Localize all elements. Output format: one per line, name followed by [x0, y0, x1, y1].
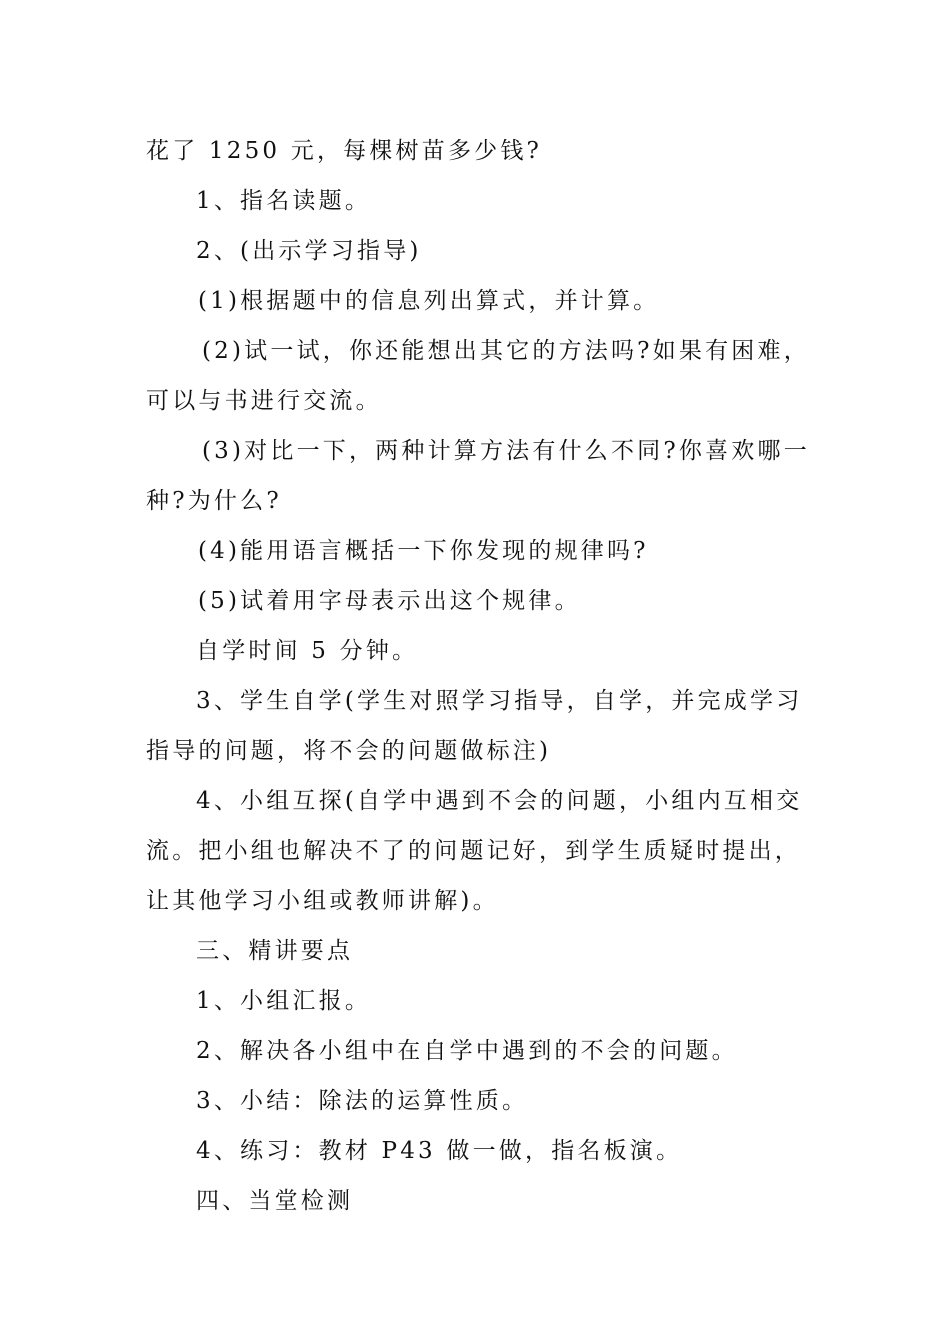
- text-line: (4)能用语言概括一下你发现的规律吗?: [198, 538, 649, 564]
- text-line: 让其他学习小组或教师讲解)。: [146, 888, 499, 914]
- text-line: 4、练习：教材 P43 做一做，指名板演。: [196, 1138, 683, 1164]
- text-line: 3、小结：除法的运算性质。: [196, 1088, 529, 1114]
- text-line: 3、学生自学(学生对照学习指导，自学，并完成学习: [196, 688, 803, 714]
- text-line: 流。把小组也解决不了的问题记好，到学生质疑时提出，: [146, 838, 801, 864]
- text-line: 2、解决各小组中在自学中遇到的不会的问题。: [196, 1038, 738, 1064]
- text-line: 可以与书进行交流。: [146, 388, 382, 414]
- text-line: 4、小组互探(自学中遇到不会的问题，小组内互相交: [196, 788, 803, 814]
- text-line: (3)对比一下，两种计算方法有什么不同?你喜欢哪一: [202, 438, 810, 464]
- section-heading: 三、精讲要点: [196, 938, 354, 964]
- text-line: (5)试着用字母表示出这个规律。: [198, 588, 581, 614]
- text-line: (2)试一试，你还能想出其它的方法吗?如果有困难，: [202, 338, 810, 364]
- text-line: 花了 1250 元，每棵树苗多少钱?: [146, 138, 543, 164]
- text-line: 1、指名读题。: [196, 188, 372, 214]
- text-line: 1、小组汇报。: [196, 988, 372, 1014]
- text-line: (1)根据题中的信息列出算式，并计算。: [198, 288, 660, 314]
- text-line: 2、(出示学习指导): [196, 238, 422, 264]
- text-line: 自学时间 5 分钟。: [196, 638, 419, 664]
- text-line: 种?为什么?: [146, 488, 282, 514]
- section-heading: 四、当堂检测: [196, 1188, 354, 1214]
- text-line: 指导的问题，将不会的问题做标注): [146, 738, 552, 764]
